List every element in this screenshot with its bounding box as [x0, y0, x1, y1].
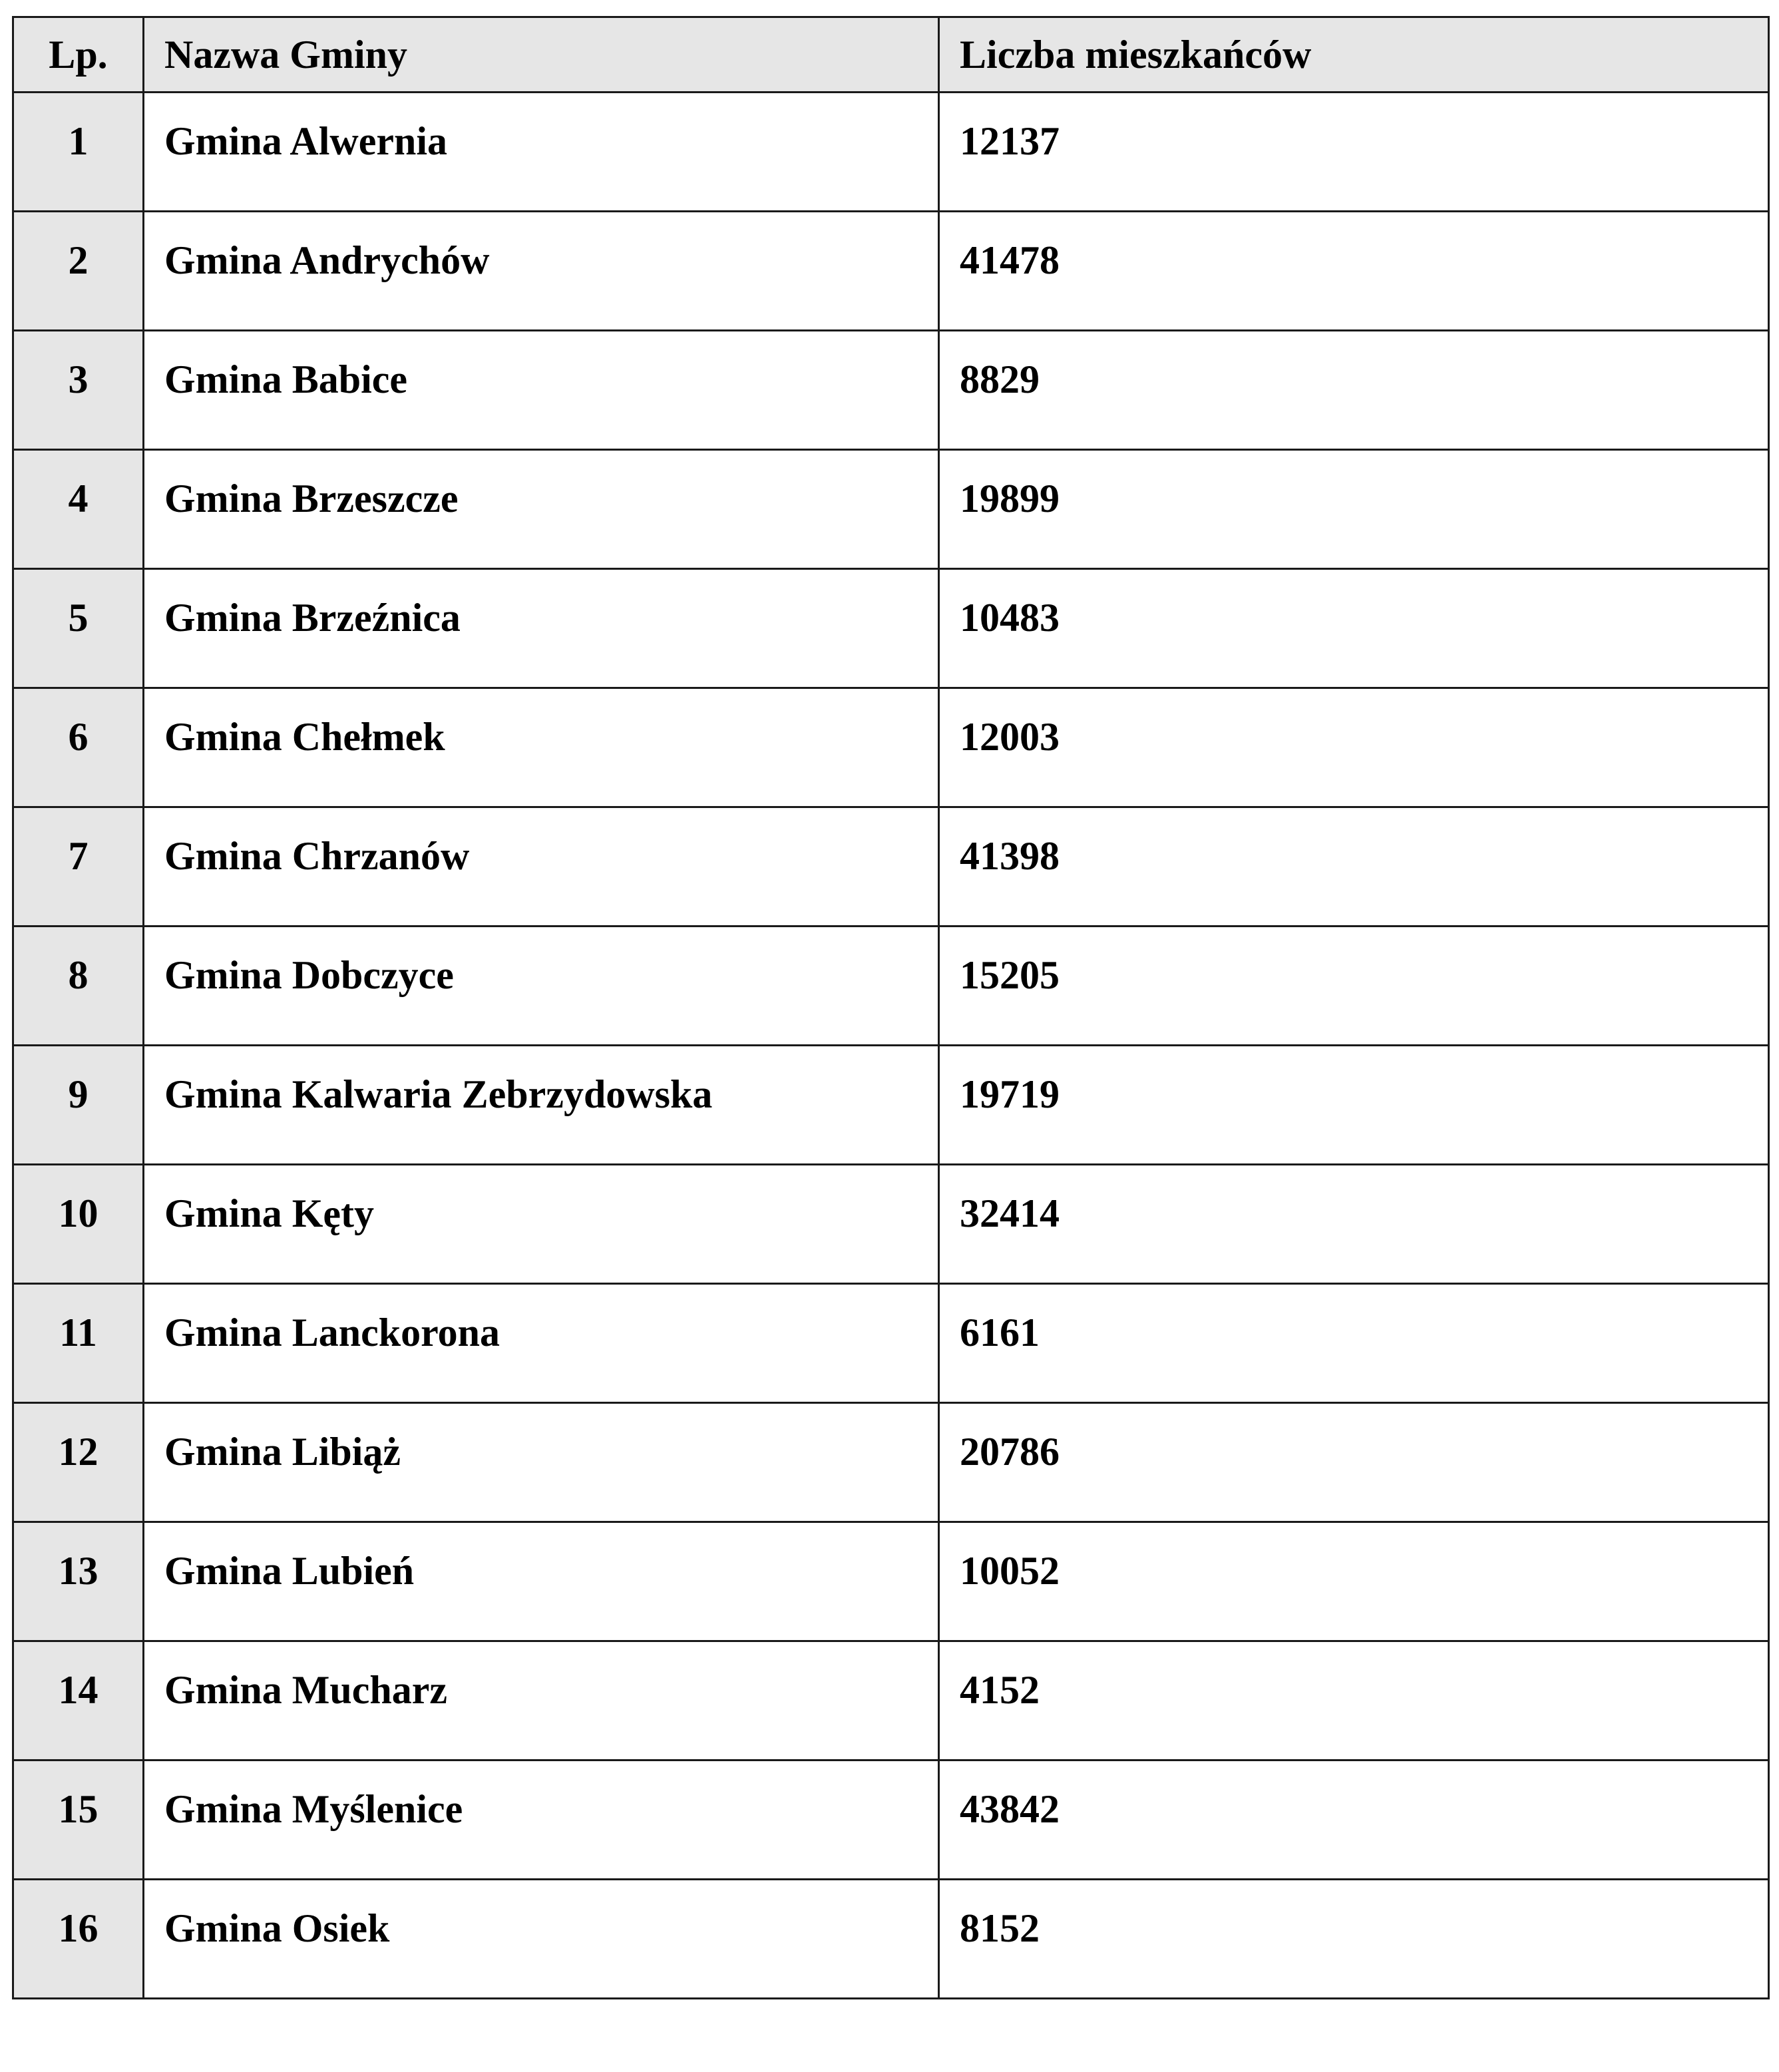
row-number-cell: 7 — [13, 807, 144, 927]
municipality-name-cell: Gmina Brzeźnica — [144, 569, 939, 688]
row-number-cell: 12 — [13, 1403, 144, 1522]
row-number-cell: 6 — [13, 688, 144, 807]
header-lp: Lp. — [13, 17, 144, 93]
row-number-cell: 5 — [13, 569, 144, 688]
row-number-cell: 10 — [13, 1165, 144, 1284]
table-row — [13, 1522, 1769, 1641]
municipality-name-cell: Gmina Chełmek — [144, 688, 939, 807]
row-number-cell: 9 — [13, 1046, 144, 1165]
table-row — [13, 1880, 1769, 1999]
row-number-cell: 8 — [13, 927, 144, 1046]
row-number-cell: 15 — [13, 1761, 144, 1880]
population-cell: 41478 — [939, 212, 1769, 331]
table-row — [13, 1761, 1769, 1880]
municipality-name-cell: Gmina Andrychów — [144, 212, 939, 331]
municipality-name-cell: Gmina Babice — [144, 331, 939, 450]
table-row — [13, 569, 1769, 688]
row-number-cell: 1 — [13, 93, 144, 212]
population-cell: 19719 — [939, 1046, 1769, 1165]
population-cell: 41398 — [939, 807, 1769, 927]
municipality-name-cell: Gmina Kalwaria Zebrzydowska — [144, 1046, 939, 1165]
municipality-name-cell: Gmina Brzeszcze — [144, 450, 939, 569]
population-cell: 4152 — [939, 1641, 1769, 1761]
population-cell: 19899 — [939, 450, 1769, 569]
row-number-cell: 3 — [13, 331, 144, 450]
table-row — [13, 1165, 1769, 1284]
table-header-row — [13, 17, 1769, 93]
population-cell: 10052 — [939, 1522, 1769, 1641]
row-number-cell: 11 — [13, 1284, 144, 1403]
population-cell: 43842 — [939, 1761, 1769, 1880]
municipality-name-cell: Gmina Osiek — [144, 1880, 939, 1999]
municipality-name-cell: Gmina Dobczyce — [144, 927, 939, 1046]
table-row — [13, 1403, 1769, 1522]
municipality-name-cell: Gmina Lubień — [144, 1522, 939, 1641]
row-number-cell: 4 — [13, 450, 144, 569]
header-population: Liczba mieszkańców — [939, 17, 1769, 93]
municipality-name-cell: Gmina Libiąż — [144, 1403, 939, 1522]
municipality-name-cell: Gmina Chrzanów — [144, 807, 939, 927]
row-number-cell: 16 — [13, 1880, 144, 1999]
municipality-name-cell: Gmina Myślenice — [144, 1761, 939, 1880]
population-cell: 32414 — [939, 1165, 1769, 1284]
row-number-cell: 2 — [13, 212, 144, 331]
municipality-name-cell: Gmina Alwernia — [144, 93, 939, 212]
municipality-name-cell: Gmina Lanckorona — [144, 1284, 939, 1403]
table-row — [13, 331, 1769, 450]
municipality-name-cell: Gmina Kęty — [144, 1165, 939, 1284]
population-cell: 12003 — [939, 688, 1769, 807]
table-row — [13, 212, 1769, 331]
population-cell: 6161 — [939, 1284, 1769, 1403]
population-cell: 8829 — [939, 331, 1769, 450]
table-row — [13, 450, 1769, 569]
population-cell: 20786 — [939, 1403, 1769, 1522]
population-cell: 12137 — [939, 93, 1769, 212]
table-row — [13, 1641, 1769, 1761]
population-cell: 10483 — [939, 569, 1769, 688]
table-row — [13, 927, 1769, 1046]
header-municipality-name: Nazwa Gminy — [144, 17, 939, 93]
table-row — [13, 688, 1769, 807]
table-row — [13, 93, 1769, 212]
row-number-cell: 13 — [13, 1522, 144, 1641]
municipality-name-cell: Gmina Mucharz — [144, 1641, 939, 1761]
table-row — [13, 1046, 1769, 1165]
population-cell: 8152 — [939, 1880, 1769, 1999]
table-row — [13, 1284, 1769, 1403]
table-row — [13, 807, 1769, 927]
population-cell: 15205 — [939, 927, 1769, 1046]
row-number-cell: 14 — [13, 1641, 144, 1761]
municipalities-table — [12, 16, 1770, 1999]
